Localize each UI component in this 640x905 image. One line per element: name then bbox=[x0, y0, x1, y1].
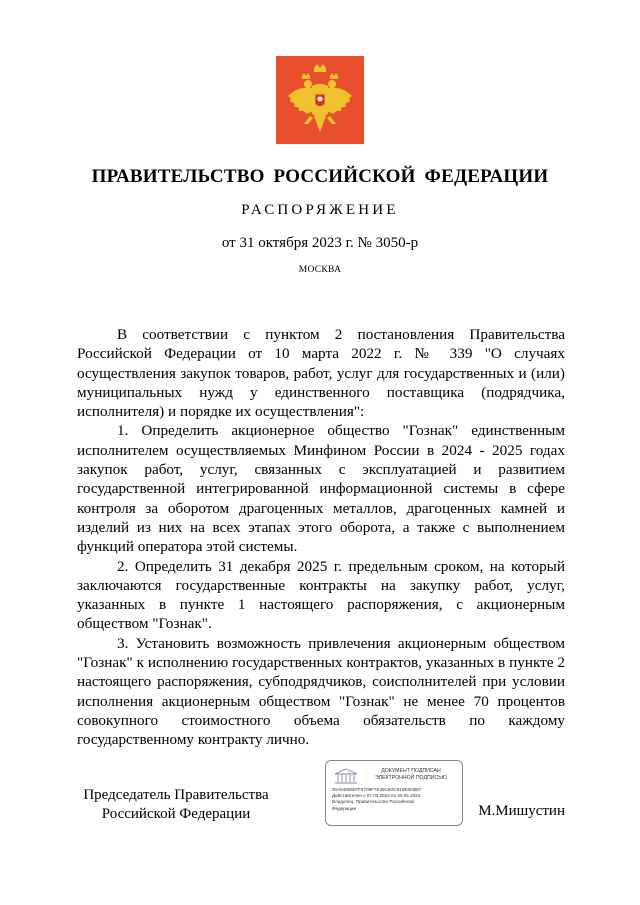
document-type: РАСПОРЯЖЕНИЕ bbox=[241, 202, 399, 218]
stamp-validity: Действителен с 07.03.2023 по 30.05.2024 bbox=[332, 793, 421, 799]
government-building-icon bbox=[333, 767, 359, 785]
stamp-serial: 00A5490807F6709F7E29CB2C818E003EF bbox=[332, 787, 422, 792]
signatory-position bbox=[70, 786, 282, 823]
electronic-signature-stamp bbox=[325, 760, 463, 826]
stamp-owner-line1: Владелец: Правительство Российской bbox=[332, 799, 414, 805]
state-emblem bbox=[276, 56, 364, 144]
stamp-owner-line2: Федерации bbox=[332, 805, 357, 811]
item-3-paragraph: 3. Установить возможность привлечения акционерным обществом "Гознак" к исполнению государственных контрактов, указанных в пункте 2 настоящего распоряжения, субподрядчиков, соисполнителей при условии исполнения акционерным обществом "Гознак" не менее 70 процентов совокупного стоимостного объема обязательств по каждому государственному контракту лично. bbox=[77, 634, 565, 749]
signatory-name: М.Мишустин bbox=[478, 803, 565, 819]
government-title: ПРАВИТЕЛЬСТВО РОССИЙСКОЙ ФЕДЕРАЦИИ bbox=[91, 166, 549, 187]
document-city: МОСКВА bbox=[298, 265, 342, 275]
preamble-paragraph: В соответствии с пунктом 2 постановления Правительства Российской Федерации от 10 марта 2022 г. № 339 "О случаях осуществления закупок товаров, работ, услуг для государственных и (или) муниципальных нужд у единственного поставщика (подрядчика, исполнителя) и порядке их осуществления": bbox=[77, 326, 565, 421]
stamp-title-line2: ЭЛЕКТРОННОЙ ПОДПИСЬЮ bbox=[375, 774, 447, 781]
signatory-position-line1: Председатель Правительства bbox=[83, 787, 269, 803]
stamp-details bbox=[332, 787, 462, 812]
double-headed-eagle-icon bbox=[276, 56, 364, 144]
item-1-paragraph: 1. Определить акционерное общество "Гознак" единственным исполнителем осуществляемых Минфином России в 2024 - 2025 годах закупок работ, услуг, связанных с эксплуатацией и развитием государственной интегрированной информационной системы в сфере контроля за оборотом драгоценных металлов, драгоценных камней и изделий из них на всех этапах этого оборота, а также с выполнением функций оператора этой системы. bbox=[77, 422, 565, 556]
document-body bbox=[77, 325, 565, 750]
stamp-title bbox=[362, 768, 460, 781]
stamp-title-line1: ДОКУМЕНТ ПОДПИСАН bbox=[381, 768, 441, 774]
signatory-position-line2: Российской Федерации bbox=[101, 805, 251, 822]
document-date-number: от 31 октября 2023 г. № 3050-р bbox=[221, 235, 419, 251]
item-2-paragraph: 2. Определить 31 декабря 2025 г. предельным сроком, на который заключаются государственные контракты на закупку работ, услуг, указанных в пункте 1 настоящего распоряжения, с акционерным обществом "Гознак". bbox=[77, 557, 565, 633]
